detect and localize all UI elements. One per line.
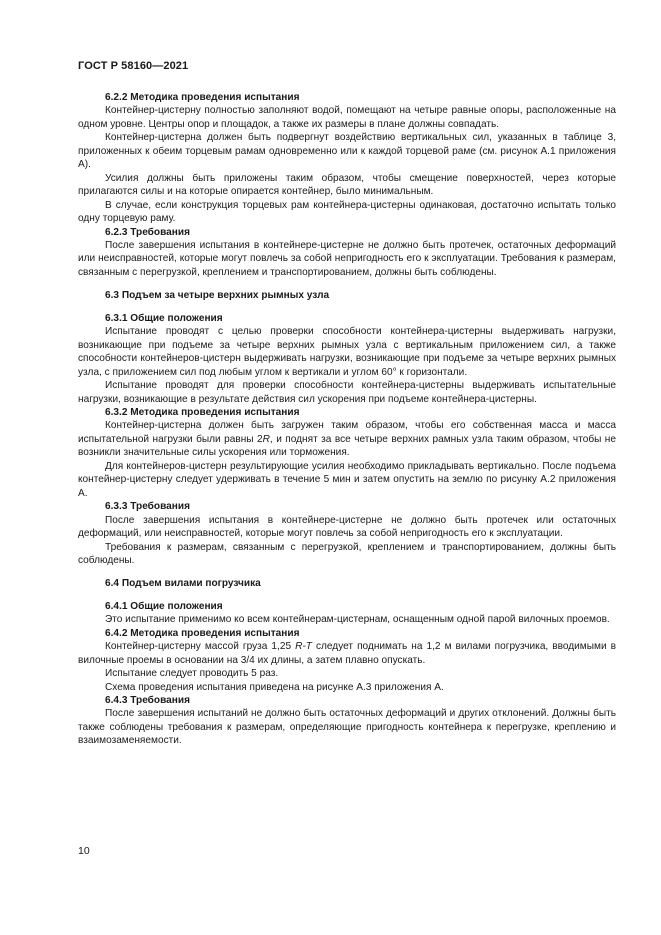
section-heading-6-3-2: 6.3.2 Методика проведения испытания	[105, 406, 300, 418]
paragraph: В случае, если конструкция торцевых рам контейнера-цистерны одинаковая, достаточно испытать только одну торцевую раму.	[78, 199, 616, 225]
paragraph: После завершения испытания в контейнере-цистерне не должно быть протечек или остаточных деформаций, или неисправностей, которые могут повлечь за собой непригодность его к эксплуатации.	[78, 514, 616, 540]
paragraph	[78, 419, 616, 459]
section-heading-6-3-1: 6.3.1 Общие положения	[105, 312, 223, 324]
section-heading-6-3-3: 6.3.3 Требования	[105, 501, 190, 513]
paragraph: После завершения испытаний не должно быть остаточных деформаций и других отклонений. Должны быть также соблюдены требования к размерам, определяющие пригодность контейнера к перегрузке, креплению и взаимозаменяемости.	[78, 708, 616, 747]
text-run: Контейнер-цистерна должен быть загружен таким образом, чтобы его собственная масса и масса испытательной нагрузки были равны 2	[78, 420, 616, 445]
paragraph: После завершения испытания в контейнере-цистерне не должно быть протечек, остаточных деформаций или неисправностей, которые могут повлечь за собой непригодность его к эксплуатации. Требования к размерам, связанным с перегрузкой, креплением и транспортированием, должны быть соблюдены.	[78, 239, 616, 278]
paragraph: Схема проведения испытания приведена на рисунке А.3 приложения А.	[105, 681, 444, 693]
section-heading-6-4: 6.4 Подъем вилами погрузчика	[105, 578, 261, 590]
section-heading-6-4-1: 6.4.1 Общие положения	[105, 600, 223, 612]
paragraph: Усилия должны быть приложены таким образом, чтобы смещение поверхностей, через которые прилагаются силы и на которые опирается контейнер, было минимальным.	[78, 172, 616, 198]
paragraph: Для контейнеров-цистерн результирующие усилия необходимо прикладывать вертикально. После подъема контейнер-цистерну следует удерживать в течение 5 мин и затем опустить на землю по рисунку А.2 приложения А.	[78, 460, 616, 499]
paragraph: Контейнер-цистерна должен быть подвергнут воздействию вертикальных сил, указанных в таблице 3, приложенных к обеим торцевым рамам одновременно или к каждой торцевой раме (см. рисунок А.1 приложения А).	[78, 132, 616, 171]
text-run: , и поднят за все четыре верхних рамных узла таким образом, чтобы не возникли значительные силы ускорения или торможения.	[78, 433, 616, 459]
section-heading-6-4-2: 6.4.2 Методика проведения испытания	[105, 627, 300, 639]
variable: R	[262, 433, 270, 445]
document-header: ГОСТ Р 58160—2021	[78, 60, 189, 72]
section-heading-6-2-3: 6.2.3 Требования	[105, 226, 190, 238]
paragraph	[78, 640, 616, 667]
paragraph: Требования к размерам, связанным с перегрузкой, креплением и транспортированием, должны быть соблюдены.	[78, 541, 616, 566]
paragraph: Испытание следует проводить 5 раз.	[105, 668, 279, 680]
section-heading-6-4-3: 6.4.3 Требования	[105, 695, 190, 707]
variable: R-T	[295, 641, 312, 653]
document-body	[78, 91, 616, 748]
paragraph: Испытание проводят с целью проверки способности контейнера-цистерны выдерживать нагрузки, возникающие при подъеме за четыре верхних рымных узла с вертикальным приложением сил, а также способности контейнеров-цистерн выдерживать нагрузки, возникающие при подъеме за четыре верхних рымных узла, с приложением сил под любым углом к вертикали и углом 60° к горизонтали.	[78, 326, 616, 378]
text-run: Контейнер-цистерну массой груза 1,25	[105, 641, 296, 653]
section-heading-6-3: 6.3 Подъем за четыре верхних рымных узла	[105, 290, 330, 302]
paragraph: Это испытание применимо ко всем контейнерам-цистернам, оснащенным одной парой вилочных проемов.	[105, 614, 610, 626]
page-number: 10	[78, 845, 90, 857]
paragraph: Контейнер-цистерну полностью заполняют водой, помещают на четыре равные опоры, расположенные на одном уровне. Центры опор и площадок, а также их размеры в плане должны совпадать.	[78, 105, 616, 130]
paragraph: Испытание проводят для проверки способности контейнера-цистерны выдерживать испытательные нагрузки, возникающие в результате действия сил ускорения при подъеме контейнера-цистерны.	[78, 380, 616, 405]
section-heading-6-2-2: 6.2.2 Методика проведения испытания	[105, 92, 300, 103]
text-run: следует поднимать на 1,2 м вилами погрузчика, вводимыми в вилочные проемы в основании на 3/4 их длины, а затем плавно опускать.	[78, 641, 616, 666]
